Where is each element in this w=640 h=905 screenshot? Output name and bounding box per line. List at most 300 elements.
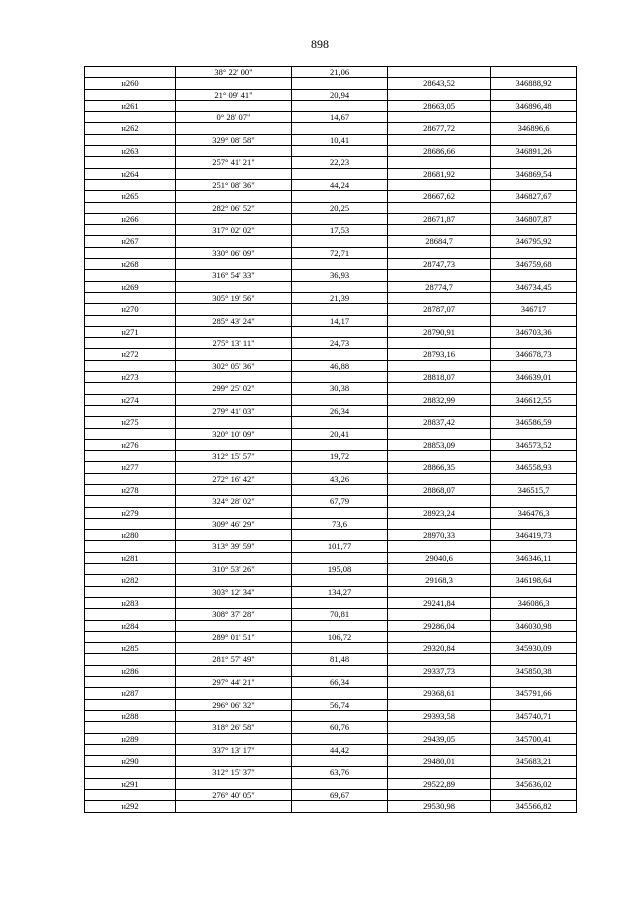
distance-cell <box>292 236 388 247</box>
y-coordinate-cell: 345850,38 <box>491 665 577 676</box>
y-coordinate-cell: 346888,92 <box>491 78 577 89</box>
point-name-cell <box>85 270 176 281</box>
x-coordinate-cell <box>388 631 491 642</box>
table-row <box>85 552 577 563</box>
bearing-cell <box>176 417 292 428</box>
bearing-cell <box>176 575 292 586</box>
table-row <box>85 518 577 529</box>
distance-cell: 73,6 <box>292 518 388 529</box>
table-row <box>85 575 577 586</box>
distance-cell: 14,67 <box>292 112 388 123</box>
bearing-cell: 38° 22' 00" <box>176 67 292 78</box>
y-coordinate-cell <box>491 722 577 733</box>
y-coordinate-cell <box>491 157 577 168</box>
table-row <box>85 778 577 789</box>
distance-cell <box>292 733 388 744</box>
x-coordinate-cell <box>388 790 491 801</box>
distance-cell <box>292 349 388 360</box>
table-row <box>85 756 577 767</box>
distance-cell <box>292 778 388 789</box>
y-coordinate-cell: 346639,01 <box>491 372 577 383</box>
bearing-cell: 312° 15' 37" <box>176 767 292 778</box>
x-coordinate-cell <box>388 179 491 190</box>
point-name-cell: н262 <box>85 123 176 134</box>
y-coordinate-cell <box>491 518 577 529</box>
bearing-cell: 299° 25' 02" <box>176 383 292 394</box>
point-name-cell: н271 <box>85 326 176 337</box>
bearing-cell: 302° 05' 36" <box>176 360 292 371</box>
x-coordinate-cell: 28790,91 <box>388 326 491 337</box>
x-coordinate-cell <box>388 586 491 597</box>
point-name-cell: н265 <box>85 191 176 202</box>
distance-cell: 17,53 <box>292 225 388 236</box>
table-row <box>85 349 577 360</box>
y-coordinate-cell <box>491 270 577 281</box>
distance-cell <box>292 146 388 157</box>
x-coordinate-cell: 29286,04 <box>388 620 491 631</box>
y-coordinate-cell <box>491 292 577 303</box>
distance-cell <box>292 259 388 270</box>
x-coordinate-cell: 29168,3 <box>388 575 491 586</box>
y-coordinate-cell: 346734,45 <box>491 281 577 292</box>
distance-cell <box>292 78 388 89</box>
point-name-cell <box>85 179 176 190</box>
distance-cell <box>292 326 388 337</box>
y-coordinate-cell: 346030,98 <box>491 620 577 631</box>
point-name-cell: н286 <box>85 665 176 676</box>
distance-cell <box>292 552 388 563</box>
table-row <box>85 134 577 145</box>
distance-cell: 69,67 <box>292 790 388 801</box>
bearing-cell: 275° 13' 11" <box>176 338 292 349</box>
x-coordinate-cell <box>388 225 491 236</box>
table-row <box>85 609 577 620</box>
table-row <box>85 767 577 778</box>
table-row <box>85 292 577 303</box>
point-name-cell <box>85 247 176 258</box>
point-name-cell <box>85 790 176 801</box>
point-name-cell <box>85 112 176 123</box>
table-row <box>85 665 577 676</box>
y-coordinate-cell <box>491 744 577 755</box>
bearing-cell: 316° 54' 33" <box>176 270 292 281</box>
table-row <box>85 597 577 608</box>
distance-cell: 22,23 <box>292 157 388 168</box>
y-coordinate-cell: 346827,67 <box>491 191 577 202</box>
y-coordinate-cell: 345700,41 <box>491 733 577 744</box>
point-name-cell: н281 <box>85 552 176 563</box>
bearing-cell: 282° 06' 52" <box>176 202 292 213</box>
x-coordinate-cell <box>388 451 491 462</box>
x-coordinate-cell <box>388 383 491 394</box>
bearing-cell: 257° 41' 21" <box>176 157 292 168</box>
bearing-cell: 308° 37' 28" <box>176 609 292 620</box>
point-name-cell: н290 <box>85 756 176 767</box>
table-row <box>85 315 577 326</box>
point-name-cell: н266 <box>85 213 176 224</box>
distance-cell: 134,27 <box>292 586 388 597</box>
bearing-cell: 318° 26' 58" <box>176 722 292 733</box>
y-coordinate-cell: 346476,3 <box>491 507 577 518</box>
y-coordinate-cell: 346717 <box>491 304 577 315</box>
x-coordinate-cell: 28837,42 <box>388 417 491 428</box>
table-row <box>85 541 577 552</box>
distance-cell: 30,38 <box>292 383 388 394</box>
distance-cell <box>292 575 388 586</box>
y-coordinate-cell <box>491 428 577 439</box>
distance-cell <box>292 507 388 518</box>
bearing-cell <box>176 304 292 315</box>
distance-cell <box>292 756 388 767</box>
x-coordinate-cell <box>388 744 491 755</box>
y-coordinate-cell <box>491 67 577 78</box>
y-coordinate-cell <box>491 790 577 801</box>
x-coordinate-cell <box>388 564 491 575</box>
bearing-cell: 324° 28' 02" <box>176 496 292 507</box>
table-row <box>85 78 577 89</box>
coordinates-table-body <box>85 67 577 813</box>
table-row <box>85 338 577 349</box>
point-name-cell <box>85 405 176 416</box>
x-coordinate-cell: 28677,72 <box>388 123 491 134</box>
table-row <box>85 281 577 292</box>
point-name-cell <box>85 89 176 100</box>
y-coordinate-cell: 346795,92 <box>491 236 577 247</box>
bearing-cell <box>176 507 292 518</box>
x-coordinate-cell: 28832,99 <box>388 394 491 405</box>
bearing-cell <box>176 78 292 89</box>
distance-cell: 72,71 <box>292 247 388 258</box>
point-name-cell <box>85 473 176 484</box>
y-coordinate-cell <box>491 89 577 100</box>
distance-cell <box>292 439 388 450</box>
x-coordinate-cell: 28671,87 <box>388 213 491 224</box>
point-name-cell <box>85 699 176 710</box>
table-row <box>85 790 577 801</box>
distance-cell <box>292 688 388 699</box>
table-row <box>85 473 577 484</box>
distance-cell: 63,76 <box>292 767 388 778</box>
x-coordinate-cell <box>388 67 491 78</box>
bearing-cell <box>176 213 292 224</box>
x-coordinate-cell: 28684,7 <box>388 236 491 247</box>
bearing-cell: 279° 41' 03" <box>176 405 292 416</box>
x-coordinate-cell <box>388 609 491 620</box>
bearing-cell: 313° 39' 59" <box>176 541 292 552</box>
x-coordinate-cell <box>388 767 491 778</box>
bearing-cell <box>176 733 292 744</box>
y-coordinate-cell <box>491 405 577 416</box>
distance-cell <box>292 372 388 383</box>
point-name-cell: н263 <box>85 146 176 157</box>
distance-cell <box>292 620 388 631</box>
point-name-cell: н278 <box>85 484 176 495</box>
y-coordinate-cell: 346515,7 <box>491 484 577 495</box>
table-row <box>85 417 577 428</box>
bearing-cell <box>176 349 292 360</box>
distance-cell: 10,41 <box>292 134 388 145</box>
table-row <box>85 146 577 157</box>
bearing-cell <box>176 710 292 721</box>
x-coordinate-cell <box>388 89 491 100</box>
x-coordinate-cell <box>388 428 491 439</box>
point-name-cell <box>85 157 176 168</box>
y-coordinate-cell: 346573,52 <box>491 439 577 450</box>
x-coordinate-cell: 28667,62 <box>388 191 491 202</box>
point-name-cell <box>85 338 176 349</box>
distance-cell: 24,73 <box>292 338 388 349</box>
x-coordinate-cell: 29040,6 <box>388 552 491 563</box>
table-row <box>85 112 577 123</box>
point-name-cell <box>85 292 176 303</box>
distance-cell: 46,88 <box>292 360 388 371</box>
table-row <box>85 677 577 688</box>
x-coordinate-cell: 28747,73 <box>388 259 491 270</box>
x-coordinate-cell <box>388 292 491 303</box>
table-row <box>85 213 577 224</box>
table-row <box>85 620 577 631</box>
y-coordinate-cell: 346586,59 <box>491 417 577 428</box>
distance-cell: 14,17 <box>292 315 388 326</box>
point-name-cell <box>85 677 176 688</box>
distance-cell: 36,93 <box>292 270 388 281</box>
distance-cell <box>292 304 388 315</box>
y-coordinate-cell: 346807,87 <box>491 213 577 224</box>
point-name-cell <box>85 609 176 620</box>
table-row <box>85 372 577 383</box>
table-row <box>85 733 577 744</box>
y-coordinate-cell: 346891,26 <box>491 146 577 157</box>
bearing-cell: 303° 12' 34" <box>176 586 292 597</box>
point-name-cell <box>85 564 176 575</box>
x-coordinate-cell: 28970,33 <box>388 530 491 541</box>
y-coordinate-cell: 345740,71 <box>491 710 577 721</box>
distance-cell: 70,81 <box>292 609 388 620</box>
table-row <box>85 67 577 78</box>
distance-cell <box>292 281 388 292</box>
bearing-cell <box>176 236 292 247</box>
y-coordinate-cell <box>491 654 577 665</box>
table-row <box>85 179 577 190</box>
table-row <box>85 654 577 665</box>
distance-cell: 44,42 <box>292 744 388 755</box>
table-row <box>85 710 577 721</box>
table-row <box>85 259 577 270</box>
distance-cell: 106,72 <box>292 631 388 642</box>
point-name-cell <box>85 722 176 733</box>
y-coordinate-cell <box>491 247 577 258</box>
distance-cell: 81,48 <box>292 654 388 665</box>
page-number: 898 <box>311 37 329 51</box>
bearing-cell <box>176 100 292 111</box>
point-name-cell: н275 <box>85 417 176 428</box>
table-row <box>85 326 577 337</box>
table-row <box>85 428 577 439</box>
bearing-cell: 337° 13' 17" <box>176 744 292 755</box>
table-row <box>85 564 577 575</box>
point-name-cell: н274 <box>85 394 176 405</box>
x-coordinate-cell: 28643,52 <box>388 78 491 89</box>
x-coordinate-cell: 29393,58 <box>388 710 491 721</box>
distance-cell <box>292 168 388 179</box>
point-name-cell: н289 <box>85 733 176 744</box>
x-coordinate-cell: 28686,66 <box>388 146 491 157</box>
y-coordinate-cell <box>491 609 577 620</box>
y-coordinate-cell <box>491 586 577 597</box>
table-row <box>85 744 577 755</box>
x-coordinate-cell <box>388 677 491 688</box>
point-name-cell <box>85 451 176 462</box>
bearing-cell <box>176 597 292 608</box>
distance-cell: 20,94 <box>292 89 388 100</box>
distance-cell: 56,74 <box>292 699 388 710</box>
point-name-cell <box>85 315 176 326</box>
point-name-cell <box>85 383 176 394</box>
table-row <box>85 586 577 597</box>
point-name-cell <box>85 518 176 529</box>
x-coordinate-cell: 28868,07 <box>388 484 491 495</box>
table-row <box>85 168 577 179</box>
bearing-cell: 330° 06' 09" <box>176 247 292 258</box>
table-row <box>85 496 577 507</box>
bearing-cell: 285° 43' 24" <box>176 315 292 326</box>
x-coordinate-cell <box>388 473 491 484</box>
x-coordinate-cell: 28663,05 <box>388 100 491 111</box>
y-coordinate-cell: 346086,3 <box>491 597 577 608</box>
table-row <box>85 801 577 812</box>
y-coordinate-cell: 346198,64 <box>491 575 577 586</box>
y-coordinate-cell: 346869,54 <box>491 168 577 179</box>
x-coordinate-cell: 28793,16 <box>388 349 491 360</box>
x-coordinate-cell <box>388 247 491 258</box>
y-coordinate-cell <box>491 473 577 484</box>
bearing-cell: 309° 46' 29" <box>176 518 292 529</box>
x-coordinate-cell: 29480,01 <box>388 756 491 767</box>
x-coordinate-cell <box>388 518 491 529</box>
table-row <box>85 394 577 405</box>
y-coordinate-cell <box>491 315 577 326</box>
distance-cell: 21,06 <box>292 67 388 78</box>
distance-cell <box>292 710 388 721</box>
point-name-cell <box>85 360 176 371</box>
x-coordinate-cell: 28681,92 <box>388 168 491 179</box>
bearing-cell: 281° 57' 49" <box>176 654 292 665</box>
bearing-cell: 312° 15' 57" <box>176 451 292 462</box>
bearing-cell <box>176 372 292 383</box>
distance-cell <box>292 597 388 608</box>
bearing-cell: 317° 02' 02" <box>176 225 292 236</box>
point-name-cell: н270 <box>85 304 176 315</box>
point-name-cell <box>85 134 176 145</box>
y-coordinate-cell: 346759,68 <box>491 259 577 270</box>
y-coordinate-cell <box>491 631 577 642</box>
point-name-cell <box>85 654 176 665</box>
point-name-cell: н291 <box>85 778 176 789</box>
table-row <box>85 202 577 213</box>
table-row <box>85 507 577 518</box>
distance-cell: 44,24 <box>292 179 388 190</box>
table-row <box>85 225 577 236</box>
x-coordinate-cell: 29320,84 <box>388 643 491 654</box>
bearing-cell <box>176 665 292 676</box>
distance-cell <box>292 484 388 495</box>
y-coordinate-cell: 345791,66 <box>491 688 577 699</box>
bearing-cell <box>176 801 292 812</box>
distance-cell <box>292 462 388 473</box>
y-coordinate-cell <box>491 338 577 349</box>
x-coordinate-cell <box>388 699 491 710</box>
bearing-cell: 297° 44' 21" <box>176 677 292 688</box>
bearing-cell: 310° 53' 26" <box>176 564 292 575</box>
table-row <box>85 643 577 654</box>
y-coordinate-cell <box>491 360 577 371</box>
x-coordinate-cell: 28853,09 <box>388 439 491 450</box>
x-coordinate-cell: 28774,7 <box>388 281 491 292</box>
point-name-cell <box>85 67 176 78</box>
bearing-cell <box>176 168 292 179</box>
bearing-cell: 296° 06' 32" <box>176 699 292 710</box>
bearing-cell <box>176 123 292 134</box>
y-coordinate-cell <box>491 179 577 190</box>
distance-cell <box>292 123 388 134</box>
point-name-cell <box>85 428 176 439</box>
bearing-cell: 289° 01' 51" <box>176 631 292 642</box>
bearing-cell: 0° 28' 07" <box>176 112 292 123</box>
bearing-cell <box>176 191 292 202</box>
bearing-cell: 21° 09' 41" <box>176 89 292 100</box>
point-name-cell: н268 <box>85 259 176 270</box>
table-row <box>85 89 577 100</box>
coordinates-table <box>84 66 577 813</box>
x-coordinate-cell: 28923,24 <box>388 507 491 518</box>
distance-cell <box>292 213 388 224</box>
y-coordinate-cell: 345930,09 <box>491 643 577 654</box>
x-coordinate-cell <box>388 541 491 552</box>
x-coordinate-cell: 29439,05 <box>388 733 491 744</box>
x-coordinate-cell: 28866,35 <box>388 462 491 473</box>
bearing-cell: 276° 40' 05" <box>176 790 292 801</box>
distance-cell <box>292 643 388 654</box>
x-coordinate-cell: 29530,98 <box>388 801 491 812</box>
point-name-cell: н261 <box>85 100 176 111</box>
distance-cell: 101,77 <box>292 541 388 552</box>
point-name-cell: н292 <box>85 801 176 812</box>
y-coordinate-cell <box>491 496 577 507</box>
distance-cell: 67,79 <box>292 496 388 507</box>
y-coordinate-cell: 346419,73 <box>491 530 577 541</box>
bearing-cell <box>176 552 292 563</box>
bearing-cell <box>176 439 292 450</box>
y-coordinate-cell <box>491 451 577 462</box>
y-coordinate-cell: 345683,21 <box>491 756 577 767</box>
point-name-cell: н264 <box>85 168 176 179</box>
point-name-cell: н260 <box>85 78 176 89</box>
distance-cell: 21,39 <box>292 292 388 303</box>
bearing-cell <box>176 259 292 270</box>
table-row <box>85 722 577 733</box>
table-row <box>85 405 577 416</box>
table-row <box>85 100 577 111</box>
y-coordinate-cell <box>491 541 577 552</box>
bearing-cell: 272° 16' 42" <box>176 473 292 484</box>
point-name-cell <box>85 586 176 597</box>
y-coordinate-cell: 346612,55 <box>491 394 577 405</box>
x-coordinate-cell <box>388 360 491 371</box>
table-row <box>85 451 577 462</box>
point-name-cell: н280 <box>85 530 176 541</box>
bearing-cell <box>176 394 292 405</box>
point-name-cell: н282 <box>85 575 176 586</box>
